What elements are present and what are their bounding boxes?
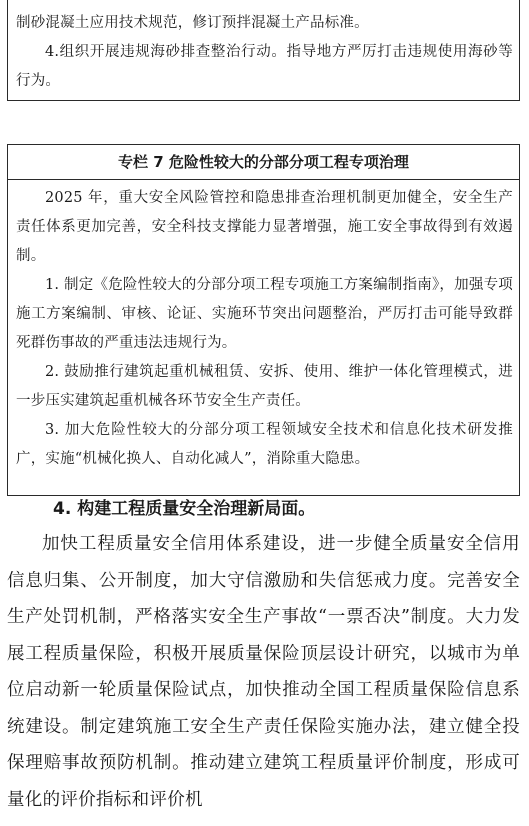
column-box-continued [7, 0, 520, 101]
column-box-body [8, 180, 519, 474]
column-box-body [8, 0, 519, 96]
box-paragraph-item-3: 3. 加大危险性较大的分部分项工程领域安全技术和信息化技术研发推广，实施“机械化换人、自动化减人”，消除重大隐患。 [16, 422, 513, 467]
box-paragraph-continued: 制砂混凝土应用技术规范，修订预拌混凝土产品标准。 [16, 15, 369, 31]
section-4 [7, 492, 520, 818]
section-paragraph: 加快工程质量安全信用体系建设，进一步健全质量安全信用信息归集、公开制度，加大守信激励和失信惩戒力度。完善安全生产处罚机制，严格落实安全生产事故“一票否决”制度。大力发展工程质量保险，积极开展质量保险顶层设计研究，以城市为单位启动新一轮质量保险试点，加快推动全国工程质量保险信息系统建设。制定建筑施工安全生产责任保险实施办法，建立健全投保理赔事故预防机制。推动建立建筑工程质量评价制度，形成可量化的评价指标和评价机 [7, 534, 520, 810]
box-paragraph-item-4: 4.组织开展违规海砂排查整治行动。指导地方严厉打击违规使用海砂等行为。 [16, 44, 513, 89]
column-box-title: 专栏 7 危险性较大的分部分项工程专项治理 [8, 145, 519, 180]
box-paragraph-item-2: 2. 鼓励推行建筑起重机械租赁、安拆、使用、维护一体化管理模式，进一步压实建筑起重机械各环节安全生产责任。 [16, 364, 513, 409]
section-heading: 4. 构建工程质量安全治理新局面。 [53, 499, 316, 519]
box-paragraph-goal: 2025 年，重大安全风险管控和隐患排查治理机制更加健全，安全生产责任体系更加完善，安全科技支撑能力显著增强，施工安全事故得到有效遏制。 [16, 190, 513, 264]
box-paragraph-item-1: 1. 制定《危险性较大的分部分项工程专项施工方案编制指南》，加强专项施工方案编制、审核、论证、实施环节突出问题整治，严厉打击可能导致群死群伤事故的严重违法违规行为。 [16, 277, 513, 351]
column-box-7 [7, 144, 520, 496]
